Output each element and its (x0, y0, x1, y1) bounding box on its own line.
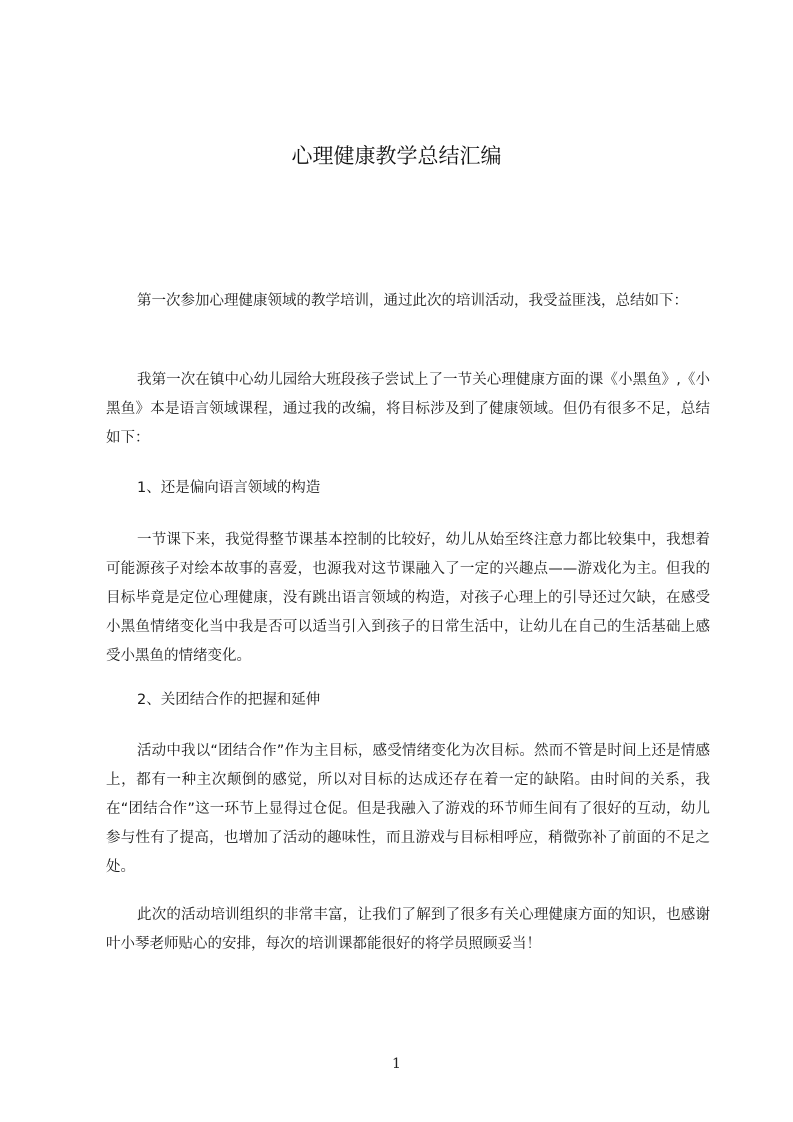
page-number: 1 (392, 1056, 401, 1072)
paragraph-lesson: 我第一次在镇中心幼儿园给大班段孩子尝试上了一节关心理健康方面的课《小黑鱼》,《小黑鱼》本是语言领域课程，通过我的改编，将目标涉及到了健康领域。但仍有很多不足，总结如下： (106, 372, 710, 446)
paragraph-conclusion: 此次的活动培训组织的非常丰富，让我们了解到了很多有关心理健康方面的知识，也感谢叶小琴老师贴心的安排，每次的培训课都能很好的将学员照顾妥当！ (106, 907, 710, 952)
paragraph-section-2: 活动中我以“团结合作”作为主目标，感受情绪变化为次目标。然而不管是时间上还是情感上，都有一种主次颠倒的感觉，所以对目标的达成还存在着一定的缺陷。由时间的关系，我在“团结合作”这一环节上显得过仓促。但是我融入了游戏的环节师生间有了很好的互动，幼儿参与性有了提高，也增加了活动的趣味性，而且游戏与目标相呼应，稍微弥补了前面的不足之处。 (106, 743, 710, 875)
paragraph-intro: 第一次参加心理健康领域的教学培训，通过此次的培训活动，我受益匪浅，总结如下： (137, 293, 688, 309)
paragraph-section-1: 一节课下来，我觉得整节课基本控制的比较好，幼儿从始至终注意力都比较集中，我想着可能源孩子对绘本故事的喜爱，也源我对这节课融入了一定的兴趣点——游戏化为主。但我的目标毕竟是定位心理健康，没有跳出语言领域的构造，对孩子心理上的引导还过欠缺，在感受小黑鱼情绪变化当中我是否可以适当引入到孩子的日常生活中，让幼儿在自己的生活基础上感受小黑鱼的情绪变化。 (106, 532, 710, 664)
section-heading-2: 2、关团结合作的把握和延伸 (137, 692, 321, 708)
section-heading-1: 1、还是偏向语言领域的构造 (137, 480, 321, 496)
page-title: 心理健康教学总结汇编 (291, 144, 502, 168)
